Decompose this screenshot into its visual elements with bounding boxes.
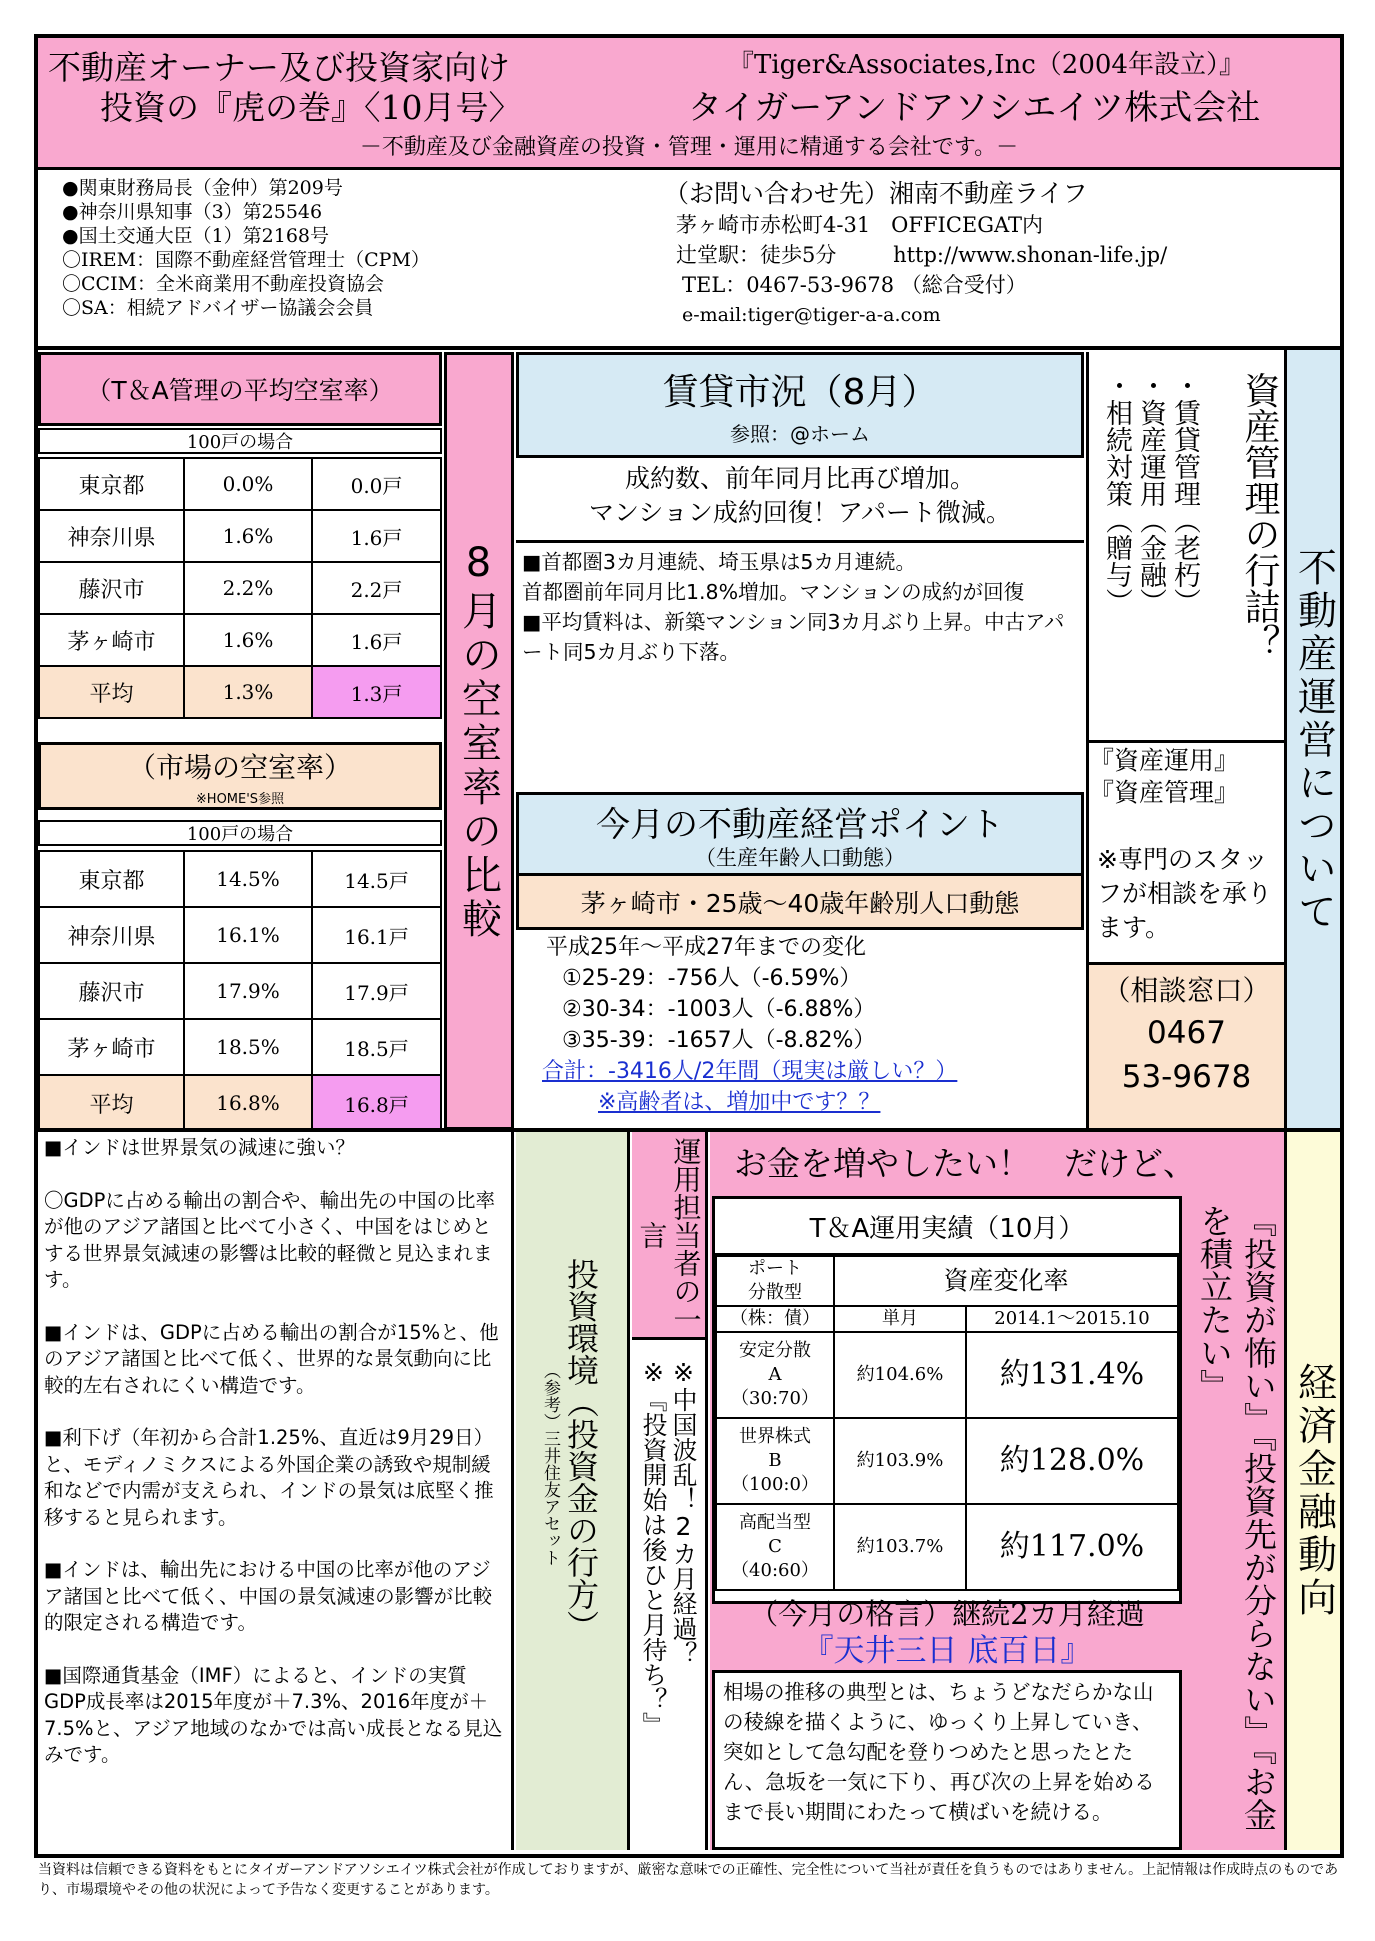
license-list	[62, 176, 622, 344]
table-row: 高配当型 C （40:60） 約103.7% 約117.0%	[716, 1504, 1178, 1590]
asset-item: ・相続対策（贈与）	[1101, 372, 1132, 615]
investment-environment-note: （参考）三井住友アセット	[540, 1362, 560, 1566]
area-cell: 茅ヶ崎市	[39, 1019, 184, 1075]
rate-cell: 16.8%	[184, 1075, 312, 1131]
table-row-average	[39, 666, 441, 718]
area-cell: 平均	[39, 1075, 184, 1131]
maxim-body: 相場の推移の典型とは、ちょうどなだらかな山の稜線を描くように、ゆっくり上昇していき、突如として急勾配を登りつめたと思ったとたん、急坂を一気に下り、再び次の上昇を始めるまで長い期間にわたって横ばいを続ける。	[712, 1670, 1182, 1850]
maxim-header	[712, 1596, 1182, 1670]
table-row	[39, 510, 441, 562]
license-item: 〇CCIM：全米商業用不動産投資協会	[62, 273, 385, 295]
rate-cell: 2.2%	[184, 562, 312, 614]
header-title-line2: 投資の『虎の巻』〈10月号〉	[100, 88, 522, 127]
realestate-operations-label: 不動産運営について	[1284, 350, 1340, 1130]
management-point-header	[516, 792, 1084, 876]
management-point-subtitle: （生産年齢人口動態）	[695, 846, 905, 870]
rate-cell: 1.3%	[184, 666, 312, 718]
area-cell: 藤沢市	[39, 963, 184, 1019]
consult-tel1: 0467	[1147, 1015, 1226, 1051]
manager-comment-body: ※中国波乱！2カ月経過？ ※『投資開始は後ひと月待ち？』	[632, 1340, 708, 1850]
vacancy-ta-subtitle: 100戸の場合	[38, 428, 442, 454]
rental-market-source: 参照：@ホーム	[730, 421, 870, 446]
units-cell: 0.0戸	[312, 458, 441, 510]
asset-management-title: 資産管理の行詰？	[1239, 372, 1280, 660]
table-row	[39, 614, 441, 666]
contact-access: 辻堂駅：徒歩5分	[676, 243, 837, 267]
money-worries: 『投資が怖い』『投資先が分らない』『お金を積立たい』	[1195, 1204, 1278, 1831]
india-article: ■インドは世界景気の減速に強い？ 〇GDPに占める輸出の割合や、輸出先の中国の比率が他のアジア諸国と比べて小さく、中国をはじめとする世界景気減速の影響は比較的軽微と見込まれます。 ■インドは、GDPに占める輸出の割合が15%と、他のアジア諸国と比べて低く、世界的な景気動向に比較的左右されにくい構造です。 ■利下げ（年初から合計1.25%、直近は9月29日）と、モディノミクスによる外国企業の誘致や規制緩和などで内需が支えられ、インドの景気は底堅く推移すると見られます。 ■インドは、輸出先における中国の比率が他のアジア諸国と比べて低く、中国の景気減速の影響が比較的限定される構造です。 ■国際通貨基金（IMF）によると、インドの実質GDP成長率は2015年度が＋7.3%、2016年度が＋7.5%と、アジア地域のなかでは高い成長となる見込みです。	[40, 1132, 514, 1850]
rate-cell: 1.6%	[184, 510, 312, 562]
consult-window	[1086, 962, 1284, 1130]
disclaimer: 当資料は信頼できる資料をもとにタイガーアンドアソシエイツ株式会社が作成しておりますが、厳密な意味での正確性、完全性について当社が責任を負うものではありません。上記情報は作成時点のものであり、市場環境やその他の状況によって予告なく変更することがあります。	[38, 1862, 1339, 1898]
divider	[38, 346, 1340, 350]
area-cell: 東京都	[39, 851, 184, 907]
vacancy-ta-title: （T＆A管理の平均空室率）	[38, 352, 442, 426]
rate-cell: 1.6%	[184, 614, 312, 666]
elderly-note: ※高齢者は、増加中です？？	[598, 1090, 881, 1115]
contact-url[interactable]: http://www.shonan-life.jp/	[893, 243, 1168, 267]
rental-market-title: 賃貸市況（8月）	[662, 371, 938, 413]
area-cell: 神奈川県	[39, 907, 184, 963]
rental-market-header	[516, 352, 1084, 458]
rental-summary: 成約数、前年同月比再び増加。 マンション成約回復！アパート微減。	[589, 464, 1011, 527]
area-cell: 神奈川県	[39, 510, 184, 562]
area-cell: 茅ヶ崎市	[39, 614, 184, 666]
units-cell: 2.2戸	[312, 562, 441, 614]
license-item: 〇IREM：国際不動産経営管理士（CPM）	[62, 249, 430, 271]
economy-finance-label: 経済金融動向	[1284, 1132, 1340, 1850]
header-tagline: －不動産及び金融資産の投資・管理・運用に精通する会社です。－	[359, 135, 1019, 160]
rate-cell: 16.1%	[184, 907, 312, 963]
area-cell: 藤沢市	[39, 562, 184, 614]
units-cell: 17.9戸	[312, 963, 441, 1019]
change-rate-header: 資産変化率	[834, 1256, 1178, 1306]
license-item: ●国土交通大臣（1）第2168号	[62, 225, 330, 247]
table-row	[39, 562, 441, 614]
license-item: ●神奈川県知事（3）第25546	[62, 201, 323, 223]
units-cell: 1.3戸	[312, 666, 441, 718]
header-brand-line1: 『Tiger&Associates,Inc（2004年設立）』	[728, 50, 1245, 80]
population-banner: 茅ヶ崎市・25歳～40歳年齢別人口動態	[516, 876, 1084, 930]
header-brand-line2: タイガーアンドアソシエイツ株式会社	[688, 88, 1261, 128]
units-cell: 1.6戸	[312, 510, 441, 562]
contact-block	[664, 178, 1334, 346]
license-item: ●関東財務局長（金仲）第209号	[62, 177, 343, 199]
license-item: 〇SA：相続アドバイザー協議会会員	[62, 297, 374, 319]
header	[38, 38, 1340, 170]
table-row	[39, 851, 441, 907]
population-total: 合計：-3416人/2年間（現実は厳しい？）	[542, 1059, 958, 1084]
performance-title: T＆A運用実績（10月）	[715, 1199, 1179, 1255]
table-row-average	[39, 1075, 441, 1131]
contact-email[interactable]: e-mail:tiger@tiger-a-a.com	[682, 304, 941, 326]
maxim-phrase: 『天井三日 底百日』	[802, 1633, 1092, 1669]
table-row	[39, 907, 441, 963]
vacancy-market-table	[38, 850, 442, 1132]
table-row	[39, 458, 441, 510]
asset-management-block	[1086, 352, 1284, 742]
vacancy-market-subtitle: 100戸の場合	[38, 820, 442, 846]
rental-body: ■首都圏3カ月連続、埼玉県は5カ月連続。 首都圏前年同月比1.8%増加。マンションの成約が回復 ■平均賃料は、新築マンション同3カ月ぶり上昇。中古アパート同5カ月ぶり下落。	[516, 540, 1084, 790]
contact-title: （お問い合わせ先）湘南不動産ライフ	[664, 179, 1088, 208]
area-cell: 東京都	[39, 458, 184, 510]
money-title: お金を増やしたい！ だけど、	[734, 1144, 1196, 1183]
population-changes: 平成25年～平成27年までの変化 ①25-29：-756人（-6.59%） ②30-34：-1003人（-6.88%） ③35-39：-1657人（-8.82%） 合計：-3416人/2年間（現実は厳しい？） ※高齢者は、増加中です？？	[540, 932, 1080, 1122]
units-cell: 18.5戸	[312, 1019, 441, 1075]
area-cell: 平均	[39, 666, 184, 718]
consult-tel2: 53-9678	[1121, 1059, 1252, 1095]
vacancy-comparison-label: 8月の空室率の比較	[444, 352, 514, 1130]
table-row: 安定分散 A （30:70） 約104.6% 約131.4%	[716, 1332, 1178, 1418]
vacancy-ta-table	[38, 457, 442, 719]
performance-box	[712, 1196, 1182, 1604]
units-cell: 1.6戸	[312, 614, 441, 666]
manager-comment-title: 運用担当者の一言	[632, 1132, 708, 1340]
units-cell: 16.8戸	[312, 1075, 441, 1131]
contact-address: 茅ヶ崎市赤松町4-31 OFFICEGAT内	[676, 213, 1044, 237]
table-row	[39, 1019, 441, 1075]
maxim-title: （今月の格言）継続2カ月経過	[749, 1597, 1145, 1631]
vacancy-market-title-box	[38, 742, 442, 810]
units-cell: 14.5戸	[312, 851, 441, 907]
rate-cell: 18.5%	[184, 1019, 312, 1075]
contact-tel: TEL：0467-53-9678 （総合受付）	[682, 273, 1027, 297]
consult-title: （相談窓口）	[1102, 974, 1271, 1007]
rate-cell: 14.5%	[184, 851, 312, 907]
vacancy-market-title: （市場の空室率）	[127, 751, 352, 784]
asset-item: ・資産運用（金融）	[1135, 372, 1166, 615]
services-block: 『資産運用』 『資産管理』 ※専門のスタッフが相談を承ります。	[1086, 740, 1284, 962]
services-note: ※専門のスタッフが相談を承ります。	[1097, 845, 1273, 942]
header-title-line1: 不動産オーナー及び投資家向け	[48, 48, 510, 87]
table-row: 世界株式 B （100:0） 約103.9% 約128.0%	[716, 1418, 1178, 1504]
units-cell: 16.1戸	[312, 907, 441, 963]
table-row	[39, 963, 441, 1019]
performance-table: ポート 分散型 資産変化率 （株：債） 単月 2014.1～2015.10 安定分散 A （30:70） 約104.6% 約131.4% 世界株式 B （100:0） 約103.9% 約128.0% 高配当型 C （40:60） 約103.7% 約117.0%	[715, 1255, 1179, 1591]
rate-cell: 0.0%	[184, 458, 312, 510]
asset-item: ・賃貸管理（老朽）	[1169, 372, 1200, 615]
investment-environment-label: 投資環境（投資金の行方） （参考）三井住友アセット	[516, 1132, 630, 1850]
management-point-title: 今月の不動産経営ポイント	[596, 804, 1004, 845]
vacancy-market-note: ※HOME'S参照	[195, 791, 285, 807]
rate-cell: 17.9%	[184, 963, 312, 1019]
